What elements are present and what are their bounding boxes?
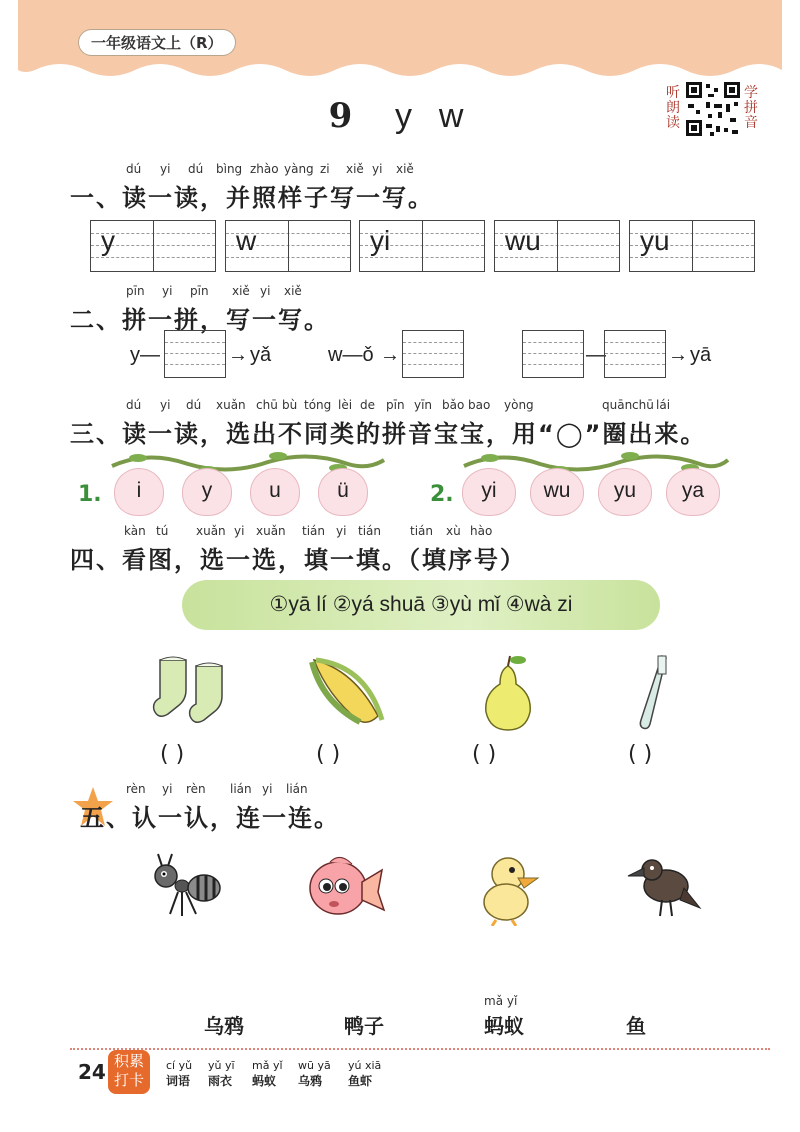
s4-pinyin-9: tián bbox=[410, 524, 433, 538]
section-4-heading bbox=[70, 524, 526, 575]
page-number: 24 bbox=[78, 1060, 106, 1084]
s2-pinyin-4: xiě bbox=[232, 284, 250, 298]
s1-write-box-2[interactable] bbox=[225, 220, 351, 272]
s3-group1-label: 1. bbox=[78, 482, 102, 507]
s4-pinyin-4: yi bbox=[234, 524, 245, 538]
s3-pinyin-5: chū bbox=[256, 398, 278, 412]
vocab-item-2 bbox=[208, 1059, 235, 1089]
s2-item2-arrow: → bbox=[380, 344, 400, 366]
qr-right-label: 学拼音 bbox=[744, 85, 758, 131]
s4-blank-2[interactable]: ( ) bbox=[316, 742, 341, 767]
s4-pinyin-3: xuǎn bbox=[196, 524, 226, 538]
s4-pinyin-5: xuǎn bbox=[256, 524, 286, 538]
corn-icon bbox=[306, 654, 386, 730]
s2-pinyin-2: yi bbox=[162, 284, 173, 298]
vocab-1-pinyin: cí yǔ bbox=[166, 1059, 193, 1072]
vocab-item-3 bbox=[252, 1059, 283, 1089]
s3-pinyin-1: dú bbox=[126, 398, 142, 412]
s3-pinyin-9: de bbox=[360, 398, 375, 412]
s3-pinyin-3: dú bbox=[186, 398, 202, 412]
s4-blank-4[interactable]: ( ) bbox=[628, 742, 653, 767]
s3-g1-option-2[interactable]: y bbox=[182, 468, 232, 516]
s3-pinyin-13: bao bbox=[468, 398, 491, 412]
s5-title: 、认一认，连一连。 bbox=[106, 804, 340, 832]
qr-left-label: 听朗读 bbox=[666, 85, 680, 131]
fish-icon bbox=[306, 852, 386, 924]
vocab-2-pinyin: yǔ yī bbox=[208, 1059, 235, 1072]
vocab-3-hanzi: 蚂蚁 bbox=[252, 1074, 277, 1088]
s3-pinyin-10: pīn bbox=[386, 398, 405, 412]
s4-pinyin-1: kàn bbox=[124, 524, 146, 538]
s2-index: 二、 bbox=[70, 306, 122, 334]
s3-g2-option-1[interactable]: yi bbox=[462, 468, 516, 516]
s5-index: 五 bbox=[80, 804, 106, 832]
vocab-5-pinyin: yú xiā bbox=[348, 1059, 382, 1072]
vocab-2-hanzi: 雨衣 bbox=[208, 1074, 233, 1088]
s1-write-box-3[interactable] bbox=[359, 220, 485, 272]
s3-title: 读一读，选出不同类的拼音宝宝，用“◯”圈出来。 bbox=[122, 420, 707, 448]
s1-example-2: w bbox=[236, 225, 257, 256]
s3-pinyin-8: lèi bbox=[338, 398, 353, 412]
s3-pinyin-11: yīn bbox=[414, 398, 433, 412]
vocab-item-1 bbox=[166, 1059, 192, 1089]
s1-write-box-5[interactable] bbox=[629, 220, 755, 272]
s3-g2-option-3[interactable]: yu bbox=[598, 468, 652, 516]
s5-pinyin-2: yi bbox=[162, 782, 173, 796]
s2-item1-box[interactable] bbox=[164, 330, 226, 378]
s1-write-box-1[interactable] bbox=[90, 220, 216, 272]
ant-icon bbox=[150, 852, 222, 922]
s3-pinyin-7: tóng bbox=[304, 398, 332, 412]
s5-word-2[interactable]: 鸭子 bbox=[344, 1014, 384, 1038]
s2-pinyin-1: pīn bbox=[126, 284, 145, 298]
s3-pinyin-14: yòng bbox=[504, 398, 534, 412]
s1-example-4: wu bbox=[505, 225, 541, 256]
s2-title: 拼一拼，写一写。 bbox=[122, 306, 330, 334]
s1-pinyin-8: xiě bbox=[346, 162, 364, 176]
book-label: 一年级语文上（R） bbox=[78, 29, 236, 56]
s4-pinyin-7: yi bbox=[336, 524, 347, 538]
s1-pinyin-6: yàng bbox=[284, 162, 314, 176]
toothbrush-icon bbox=[634, 652, 674, 732]
s3-pinyin-17: lái bbox=[656, 398, 671, 412]
s2-item3-right: yā bbox=[690, 344, 712, 366]
s3-pinyin-2: yi bbox=[160, 398, 171, 412]
s1-pinyin-4: bìng bbox=[216, 162, 243, 176]
s5-pinyin-6: lián bbox=[286, 782, 308, 796]
s3-pinyin-4: xuǎn bbox=[216, 398, 246, 412]
s4-pinyin-2: tú bbox=[156, 524, 169, 538]
s3-g1-option-3[interactable]: u bbox=[250, 468, 300, 516]
s2-pinyin-3: pīn bbox=[190, 284, 209, 298]
s3-g1-option-4[interactable]: ü bbox=[318, 468, 368, 516]
s3-index: 三、 bbox=[70, 420, 122, 448]
vocab-5-hanzi: 鱼虾 bbox=[348, 1074, 373, 1088]
s1-example-5: yu bbox=[640, 225, 670, 256]
vocab-4-hanzi: 乌鸦 bbox=[298, 1074, 323, 1088]
section-2-heading bbox=[70, 284, 330, 335]
vocab-4-pinyin: wū yā bbox=[298, 1059, 331, 1072]
s4-blank-1[interactable]: ( ) bbox=[160, 742, 185, 767]
s3-pinyin-6: bù bbox=[282, 398, 298, 412]
s3-pinyin-16: chū bbox=[632, 398, 654, 412]
lesson-number: 9 bbox=[328, 96, 353, 136]
s3-pinyin-15: quān bbox=[602, 398, 633, 412]
s5-pinyin-1: rèn bbox=[126, 782, 146, 796]
s1-pinyin-5: zhào bbox=[250, 162, 279, 176]
s2-item3-box1[interactable] bbox=[522, 330, 584, 378]
s4-index: 四、 bbox=[70, 546, 122, 574]
s1-index: 一、 bbox=[70, 184, 122, 212]
socks-icon bbox=[150, 654, 242, 728]
s3-group2-label: 2. bbox=[430, 482, 454, 507]
qr-code-icon[interactable] bbox=[684, 80, 742, 138]
s1-pinyin-1: dú bbox=[126, 162, 142, 176]
section-5-heading bbox=[80, 782, 340, 833]
s1-title: 读一读，并照样子写一写。 bbox=[122, 184, 434, 212]
s1-write-box-4[interactable] bbox=[494, 220, 620, 272]
s4-pinyin-8: tián bbox=[358, 524, 381, 538]
s3-pinyin-12: bǎo bbox=[442, 398, 465, 412]
s2-item1-arrow: → bbox=[228, 344, 248, 366]
vocab-item-5 bbox=[348, 1059, 381, 1089]
s4-title: 看图，选一选，填一填。（填序号） bbox=[122, 546, 526, 574]
s2-pinyin-6: xiě bbox=[284, 284, 302, 298]
pear-icon bbox=[478, 652, 538, 732]
lesson-letter-y: y bbox=[395, 97, 413, 135]
s1-example-1: y bbox=[101, 225, 115, 256]
lesson-letter-w: w bbox=[438, 97, 464, 135]
s3-g1-option-1[interactable]: i bbox=[114, 468, 164, 516]
s1-example-3: yi bbox=[370, 225, 391, 256]
duck-icon bbox=[474, 850, 544, 926]
s5-word-3[interactable]: 蚂蚁 bbox=[484, 1014, 524, 1038]
vocab-3-pinyin: mǎ yǐ bbox=[252, 1059, 283, 1072]
s5-pinyin-4: lián bbox=[230, 782, 252, 796]
s4-blank-3[interactable]: ( ) bbox=[472, 742, 497, 767]
s2-item3-dash: — bbox=[586, 344, 606, 366]
crow-icon bbox=[626, 852, 702, 922]
section-1-heading bbox=[70, 162, 434, 213]
s4-pinyin-11: hào bbox=[470, 524, 493, 538]
s2-item2-left: w—ǒ bbox=[328, 344, 374, 366]
s2-item3-arrow: → bbox=[668, 344, 688, 366]
s3-g2-option-2[interactable]: wu bbox=[530, 468, 584, 516]
s5-pinyin-3: rèn bbox=[186, 782, 206, 796]
s2-item1-left: y— bbox=[130, 344, 160, 366]
s2-item3-box2[interactable] bbox=[604, 330, 666, 378]
s4-pinyin-6: tián bbox=[302, 524, 325, 538]
s5-word-4[interactable]: 鱼 bbox=[626, 1014, 646, 1038]
s4-options-text: ①yā lí ②yá shuā ③yù mǐ ④wà zi bbox=[269, 593, 573, 616]
s1-pinyin-2: yi bbox=[160, 162, 171, 176]
s5-word-pinyin: mǎ yǐ bbox=[484, 994, 518, 1008]
vocab-item-4 bbox=[298, 1059, 331, 1089]
section-3-heading bbox=[70, 398, 706, 449]
s1-pinyin-7: zi bbox=[320, 162, 330, 176]
s1-pinyin-9: yi bbox=[372, 162, 383, 176]
s3-g2-option-4[interactable]: ya bbox=[666, 468, 720, 516]
s5-word-1[interactable]: 乌鸦 bbox=[204, 1014, 244, 1038]
vocab-1-hanzi: 词语 bbox=[166, 1074, 191, 1088]
s5-pinyin-5: yi bbox=[262, 782, 273, 796]
s2-item1-right: yǎ bbox=[250, 344, 272, 366]
s2-item2-box[interactable] bbox=[402, 330, 464, 378]
s4-pinyin-10: xù bbox=[446, 524, 461, 538]
s1-pinyin-3: dú bbox=[188, 162, 204, 176]
s1-pinyin-10: xiě bbox=[396, 162, 414, 176]
accumulate-card: 积累打卡 bbox=[108, 1050, 150, 1094]
footer-divider bbox=[70, 1048, 770, 1050]
s2-pinyin-5: yi bbox=[260, 284, 271, 298]
